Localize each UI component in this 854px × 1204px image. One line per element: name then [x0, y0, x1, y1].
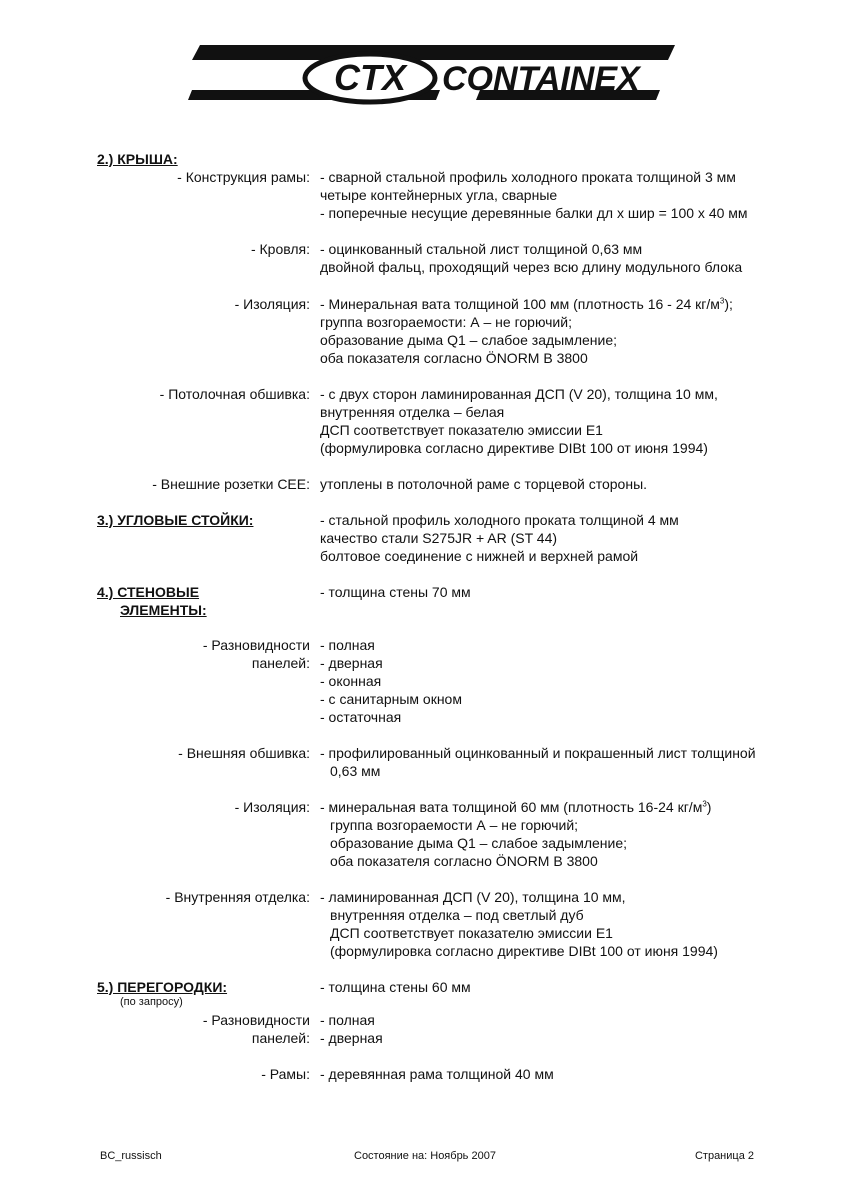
- text-line: утоплены в потолочной раме с торцевой стороны.: [320, 476, 648, 492]
- text-line: качество стали S275JR + AR (ST 44): [320, 530, 558, 546]
- text-line: группа возгораемости: А – не горючий;: [320, 314, 572, 330]
- section-walls-heading-2: ЭЛЕМЕНТЫ:: [120, 602, 207, 618]
- sockets-value: [320, 475, 647, 493]
- list-item: - остаточная: [320, 709, 402, 725]
- list-item: - с санитарным окном: [320, 691, 462, 707]
- text-line: двойной фальц, проходящий через всю длину модульного блока: [320, 259, 743, 275]
- frames-value: [320, 1065, 554, 1083]
- list-item: - дверная: [320, 655, 383, 671]
- text-line: образование дыма Q1 – слабое задымление;: [330, 835, 628, 851]
- text-line: внутренняя отделка – белая: [320, 404, 505, 420]
- posts-values: [320, 511, 679, 565]
- section-partitions-heading: 5.) ПЕРЕГОРОДКИ:: [97, 979, 228, 995]
- list-item: - дверная: [320, 1030, 383, 1046]
- footer-left: BC_russisch: [100, 1150, 162, 1162]
- text-span: - минеральная вата толщиной 60 мм (плотность 16-24 кг/м: [320, 799, 703, 815]
- text-line: - профилированный оцинкованный и покрашенный лист толщиной: [320, 745, 756, 761]
- walls-types-label-1: - Разновидности: [202, 637, 310, 653]
- inner-finish-values: [320, 888, 718, 960]
- sockets-label: - Внешние розетки CEE:: [152, 476, 310, 492]
- partitions-thickness: [320, 978, 471, 996]
- text-line: внутренняя отделка – под светлый дуб: [330, 907, 584, 923]
- text-line: - толщина стены 70 мм: [320, 584, 471, 600]
- frame-label: - Конструкция рамы:: [177, 169, 310, 185]
- text-span: ): [706, 799, 712, 815]
- list-item: - полная: [320, 1012, 375, 1028]
- footer-page-number: Страница 2: [694, 1150, 754, 1162]
- wall-insulation-label: - Изоляция:: [234, 799, 310, 815]
- text-line: (формулировка согласно директиве DIBt 100 от июня 1994): [320, 440, 708, 456]
- wall-insulation-values: [320, 798, 711, 870]
- roofing-label: - Кровля:: [250, 241, 310, 257]
- text-line: - ламинированная ДСП (V 20), толщина 10 мм,: [320, 889, 626, 905]
- text-line: - оцинкованный стальной лист толщиной 0,63 мм: [320, 241, 643, 257]
- text-line: [320, 295, 733, 313]
- roof-insulation-values: [320, 295, 733, 367]
- text-line: - деревянная рама толщиной 40 мм: [320, 1066, 554, 1082]
- section-roof-heading: 2.) КРЫША:: [97, 151, 178, 167]
- text-line: - стальной профиль холодного проката толщиной 4 мм: [320, 512, 679, 528]
- text-span: - Минеральная вата толщиной 100 мм (плотность 16 - 24 кг/м: [320, 296, 720, 312]
- footer-center: Состояние на: Ноябрь 2007: [354, 1150, 496, 1162]
- roof-insulation-label: - Изоляция:: [234, 296, 310, 312]
- roofing-values: [320, 240, 742, 276]
- frame-values: [320, 168, 748, 222]
- text-line: образование дыма Q1 – слабое задымление;: [320, 332, 618, 348]
- partitions-types-list: [320, 1011, 383, 1047]
- section-walls-heading-1: 4.) СТЕНОВЫЕ: [97, 584, 200, 600]
- text-line: (формулировка согласно директиве DIBt 100 от июня 1994): [330, 943, 718, 959]
- text-line: - поперечные несущие деревянные балки дл х шир = 100 x 40 мм: [320, 205, 748, 221]
- text-line: 0,63 мм: [330, 763, 381, 779]
- section-posts-heading: 3.) УГЛОВЫЕ СТОЙКИ:: [97, 512, 254, 528]
- list-item: - оконная: [320, 673, 382, 689]
- text-line: ДСП соответствует показателю эмиссии E1: [320, 422, 603, 438]
- text-line: - толщина стены 60 мм: [320, 979, 471, 995]
- text-line: оба показателя согласно ÖNORM B 3800: [320, 350, 588, 366]
- text-line: - с двух сторон ламинированная ДСП (V 20), толщина 10 мм,: [320, 386, 718, 402]
- superscript: 3: [702, 799, 707, 809]
- inner-finish-label: - Внутренняя отделка:: [165, 889, 310, 905]
- walls-types-label-2: панелей:: [251, 655, 310, 671]
- walls-thickness: [320, 583, 471, 601]
- partitions-note: (по запросу): [120, 996, 183, 1008]
- logo-brand: CONTAINEX: [442, 60, 640, 98]
- outer-cladding-values: [320, 744, 756, 780]
- walls-types-list: [320, 636, 462, 726]
- partitions-types-label-2: панелей:: [251, 1030, 310, 1046]
- text-line: болтовое соединение с нижней и верхней рамой: [320, 548, 639, 564]
- ceiling-values: [320, 385, 718, 457]
- text-line: группа возгораемости А – не горючий;: [330, 817, 579, 833]
- ceiling-label: - Потолочная обшивка:: [159, 386, 310, 402]
- superscript: 3: [719, 296, 725, 306]
- outer-cladding-label: - Внешняя обшивка:: [178, 745, 310, 761]
- text-line: - сварной стальной профиль холодного проката толщиной 3 мм: [320, 169, 736, 185]
- text-line: оба показателя согласно ÖNORM B 3800: [330, 853, 598, 869]
- text-line: [320, 798, 711, 816]
- containex-logo: [180, 40, 680, 110]
- text-line: ДСП соответствует показателю эмиссии E1: [330, 925, 613, 941]
- logo-mark: CTX: [334, 57, 406, 98]
- text-span: );: [724, 296, 733, 312]
- text-line: четыре контейнерных угла, сварные: [320, 187, 558, 203]
- list-item: - полная: [320, 637, 375, 653]
- partitions-types-label-1: - Разновидности: [202, 1012, 310, 1028]
- frames-label: - Рамы:: [261, 1066, 310, 1082]
